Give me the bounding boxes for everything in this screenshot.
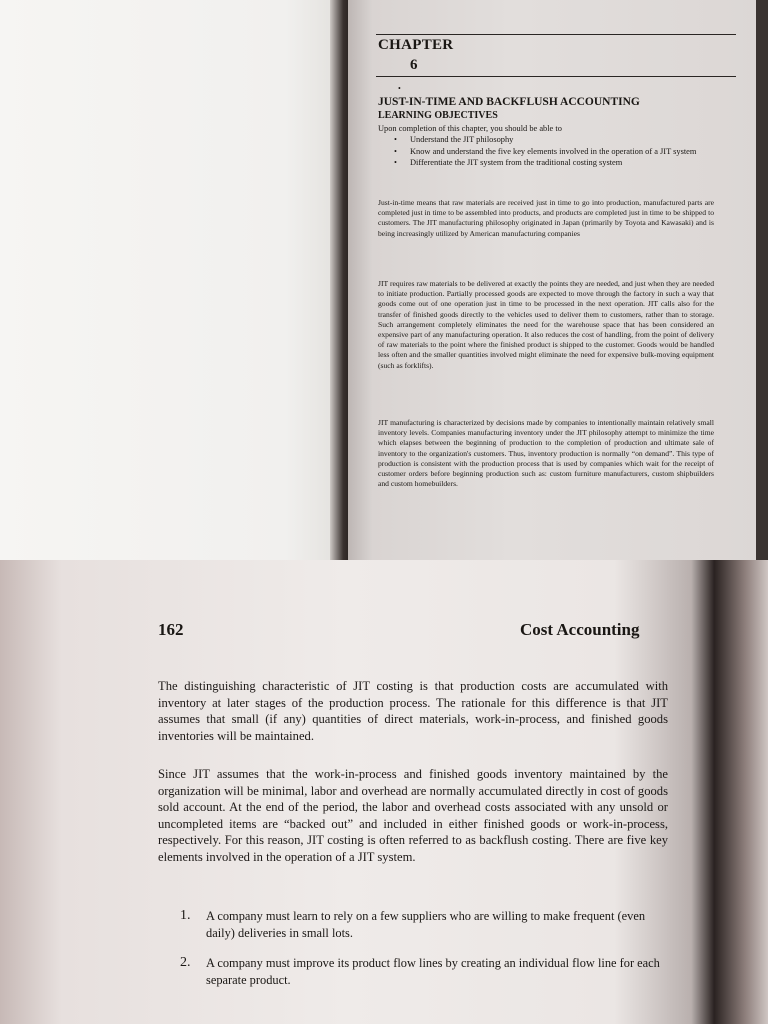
objective-item: • Differentiate the JIT system from the traditional costing system (378, 157, 718, 169)
chapter-label: CHAPTER (378, 37, 454, 53)
item-text: A company must improve its product flow lines by creating an individual flow line for each separate product. (206, 956, 660, 987)
key-element-item (180, 908, 672, 941)
page-162 (0, 560, 768, 1024)
body-paragraph: Just-in-time means that raw materials are received just in time to go into production, manufactured parts are completed just in time to be assembled into products, and products are completed just in time to be shipped to customers. The JIT manufacturing philosophy originated in Japan (primarily by Toyota and Kawasaki) and is being increasingly utilized by American manufacturing companies (378, 198, 714, 238)
item-number: 2. (180, 955, 191, 971)
running-head: Cost Accounting (520, 620, 640, 639)
book-edge-shadow (756, 0, 768, 560)
body-paragraph: Since JIT assumes that the work-in-process and finished goods inventory maintained by the organization will be minimal, labor and overhead are normally accumulated directly in cost of goods sold account. At the end of the period, the labor and overhead costs associated with any unsold or uncompleted items are “backed out” and included in either finished goods or work-in-process, respectively. For this reason, JIT costing is often referred to as backflush costing. There are five key elements involved in the operation of a JIT system. (158, 767, 668, 864)
learning-objectives-list (378, 134, 718, 169)
body-paragraph: The distinguishing characteristic of JIT costing is that production costs are accumulated with inventory at later stages of the production process. The rationale for this difference is that JIT assumes that small (if any) quantities of direct materials, work-in-process, and finished goods inventories will be maintained. (158, 679, 668, 743)
chapter-page (348, 0, 758, 560)
chapter-number: 6 (410, 57, 418, 73)
blank-left-page (0, 0, 336, 560)
page-number: 162 (158, 620, 184, 639)
learning-objectives-intro: Upon completion of this chapter, you should be able to (378, 124, 562, 133)
body-paragraph: JIT manufacturing is characterized by decisions made by companies to intentionally maintain relatively small inventory levels. Companies manufacturing inventory under the JIT philosophy attempt to minimize the time which elapses between the beginning of production to the completion of production and ultimate sale of inventory to the organization's customers. Thus, inventory production is normally “on demand”. This type of production is consistent with the production process that is used by companies which wait for the receipt of customer orders before beginning production such as: custom furniture manufacturers, custom shipbuilders and custom homebuilders. (378, 418, 714, 489)
objective-item: • Understand the JIT philosophy (378, 134, 718, 146)
chapter-title: JUST-IN-TIME AND BACKFLUSH ACCOUNTING (378, 96, 640, 108)
learning-objectives-heading: LEARNING OBJECTIVES (378, 110, 498, 121)
key-element-item (180, 955, 672, 988)
chapter-bottom-rule (376, 76, 736, 77)
item-number: 1. (180, 908, 191, 923)
chapter-top-rule (376, 34, 736, 35)
chapter-dot: • (398, 84, 401, 93)
body-paragraph: JIT requires raw materials to be delivered at exactly the points they are needed, and just when they are needed to initiate production. Partially processed goods are expected to move through the factory in such a way that goods come out of one operation just in time to be processed in the next operation. JIT calls also for the transfer of finished goods directly to the vehicles used to deliver them to customers, rather than to storage. Such arrangement completely eliminates the need for the warehouse space that has been considered an expensive part of any manufacturing operation. It also reduces the cost of handling, from the point of delivery of raw materials to the point where the finished product is shipped to the customer. Goods would be handled less often and the smaller quantities involved might eliminate the need for expensive bulk-moving equipment (such as forklifts). (378, 279, 714, 370)
objective-item: • Know and understand the five key elements involved in the operation of a JIT system (378, 146, 718, 158)
key-elements-list (180, 908, 672, 1002)
item-text: A company must learn to rely on a few suppliers who are willing to make frequent (even daily) deliveries in small lots. (206, 909, 646, 940)
